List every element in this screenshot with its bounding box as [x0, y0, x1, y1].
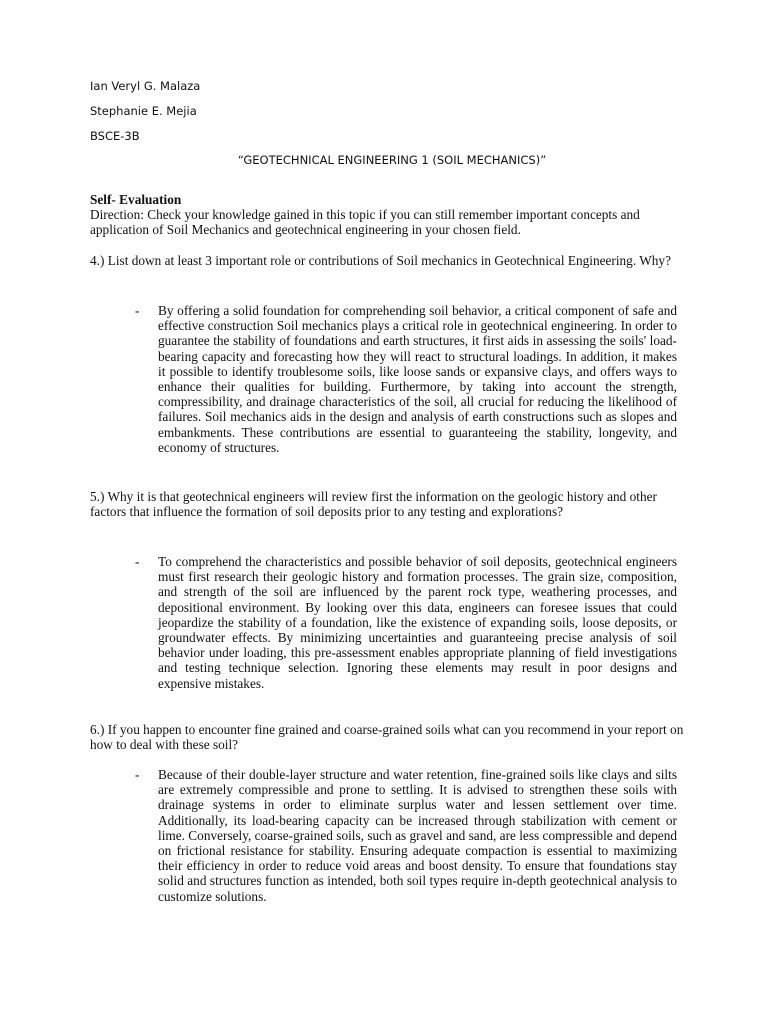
author-name-2: Stephanie E. Mejia: [90, 104, 197, 118]
section-label: BSCE-3B: [90, 129, 140, 143]
document-title: “GEOTECHNICAL ENGINEERING 1 (SOIL MECHANICS)”: [237, 153, 547, 167]
question-4: 4.) List down at least 3 important role or contributions of Soil mechanics in Geotechnical Engineering. Why?: [90, 253, 671, 268]
bullet-dash: -: [135, 303, 140, 318]
question-5: 5.) Why it is that geotechnical engineers will review first the information on the geologic history and other factors that influence the formation of soil deposits prior to any testing and explorations?: [90, 489, 657, 520]
answer-5: To comprehend the characteristics and possible behavior of soil deposits, geotechnical engineers must first research their geologic history and formation processes. The grain size, composition, and strength of the soil are influenced by the parent rock type, weathering processes, and depositional environment. By looking over this data, engineers can foresee issues that could jeopardize the stability of a foundation, like the existence of expanding soils, loose deposits, or groundwater effects. By minimizing uncertainties and guaranteeing precise analysis of soil behavior under loading, this pre-assessment enables appropriate planning of field investigations and testing technique selection. Ignoring these elements may result in poor designs and expensive mistakes.: [158, 554, 677, 691]
self-evaluation-section: [90, 192, 690, 238]
bullet-dash: -: [135, 554, 140, 569]
author-name-1: Ian Veryl G. Malaza: [90, 79, 201, 93]
answer-6: Because of their double-layer structure and water retention, fine-grained soils like clays and silts are extremely compressible and prone to settling. It is advised to strengthen these soils with drainage systems in order to eliminate surplus water and lessen settlement over time. Additionally, its load-bearing capacity can be increased through stabilization with cement or lime. Conversely, coarse-grained soils, such as gravel and sand, are less compressible and depend on frictional resistance for stability. Ensuring adequate compaction is essential to maximizing their efficiency in order to reduce void areas and boost density. To ensure that foundations stay solid and structures function as intended, both soil types require in-depth geotechnical analysis to customize solutions.: [158, 767, 677, 904]
question-6: 6.) If you happen to encounter fine grained and coarse-grained soils what can you recommend in your report on how to deal with these soil?: [90, 722, 684, 753]
bullet-dash: -: [135, 767, 140, 782]
self-evaluation-heading: Self- Evaluation: [90, 192, 182, 207]
direction-text: Direction: Check your knowledge gained in this topic if you can still remember important concepts and application of Soil Mechanics and geotechnical engineering in your chosen field.: [90, 207, 640, 238]
answer-4: By offering a solid foundation for comprehending soil behavior, a critical component of safe and effective construction Soil mechanics plays a critical role in geotechnical engineering. In order to guarantee the stability of foundations and earth structures, it first aids in assessing the soils' load-bearing capacity and forecasting how they will react to structural loadings. In addition, it makes it possible to identify troublesome soils, like loose sands or expansive clays, and offers ways to enhance their qualities for building. Furthermore, by taking into account the strength, compressibility, and drainage characteristics of the soil, all crucial for reducing the likelihood of failures. Soil mechanics aids in the design and analysis of earth constructions such as slopes and embankments. These contributions are essential to guaranteeing the stability, longevity, and economy of structures.: [158, 303, 677, 455]
